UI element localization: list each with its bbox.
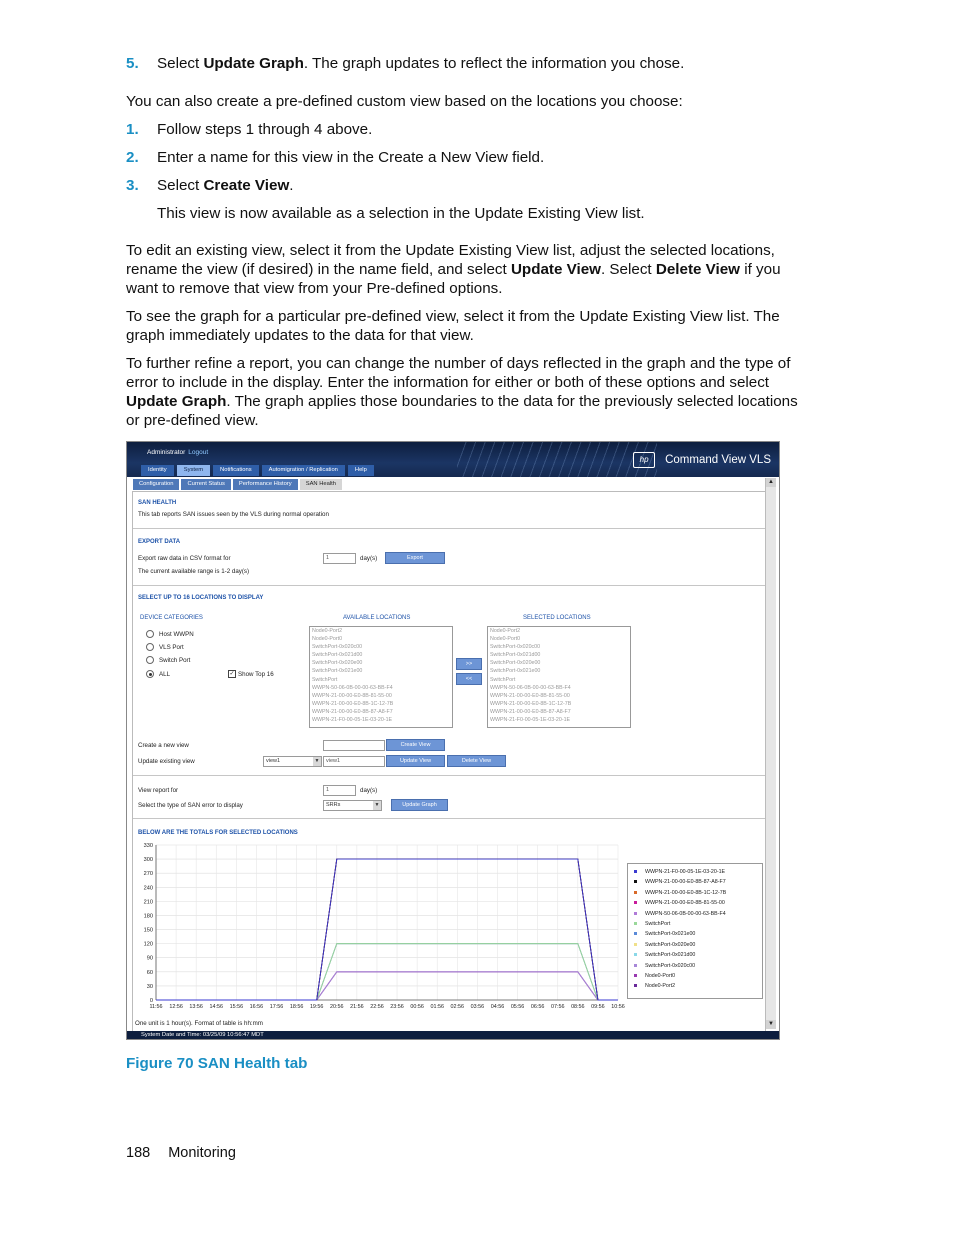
legend-label: WWPN-21-00-00-E0-8B-87-A8-F7 [645,879,726,886]
radio-label: Switch Port [159,657,191,664]
x-tick-label: 02:56 [450,1004,465,1010]
days-label: day(s) [360,787,378,794]
see-paragraph: To see the graph for a particular pre-defined view, select it from the Update Existing View list. The graph immediately updates to the data for that view. [126,308,780,344]
tab-san-health[interactable]: SAN Health [300,479,342,490]
create-view-input[interactable] [323,740,385,751]
hp-logo-icon: hp [633,452,655,468]
legend-swatch [634,932,637,935]
update-view-input[interactable]: view1 [323,756,385,767]
app-header [127,442,779,477]
step-bold: Create View [203,177,290,194]
radio-label: VLS Port [159,644,184,651]
delete-view-button[interactable]: Delete View [447,755,506,767]
legend-label: SwitchPort-0x021d00 [645,952,696,959]
selected-location-item[interactable]: SwitchPort-0x021e00 [490,668,541,675]
legend-label: WWPN-21-F0-00-05-1E-03-20-1E [645,869,726,875]
days-label: day(s) [360,555,378,562]
selected-location-item[interactable]: Node0-Port2 [490,628,521,634]
x-tick-label: 04:56 [490,1004,505,1010]
y-tick-label: 150 [143,927,153,934]
tab-content [132,491,766,1033]
header-decoration [457,442,657,477]
legend-entry [634,869,725,875]
existing-view-select[interactable]: view1 ▼ [263,756,322,767]
available-location-item[interactable]: WWPN-21-00-00-E0-8B-87-A8-F7 [312,708,393,715]
x-tick-label: 13:56 [189,1004,203,1010]
x-tick-label: 10:56 [611,1004,625,1010]
page-number: 188 [126,1145,151,1161]
scroll-up-icon[interactable]: ▲ [766,478,776,487]
edit-paragraph: To edit an existing view, select it from the Update Existing View list, adjust the selected locations, rename the view (if desired) in the name field, and select Update View. Select Delete View if you want to remove that view from your Pre-defined options. [126,242,781,297]
step-text: Select [157,177,204,194]
available-location-item[interactable]: SwitchPort [312,676,338,683]
tab-current-status[interactable]: Current Status [181,479,230,490]
error-type-select[interactable]: SRRs ▼ [323,800,382,811]
selected-location-item[interactable]: WWPN-21-00-00-E0-8B-81-55-00 [490,692,570,699]
nav-help[interactable]: Help [348,465,374,476]
x-tick-label: 17:56 [269,1004,284,1010]
export-button[interactable]: Export [385,552,445,564]
tab-performance-history[interactable]: Performance History [233,479,298,490]
nav-identity[interactable]: Identity [141,465,174,476]
nav-system[interactable]: System [177,465,210,476]
san-health-description: This tab reports SAN issues seen by the VLS during normal operation [138,511,329,518]
figure-caption: Figure 70 SAN Health tab [126,1055,308,1072]
x-tick-label: 20:56 [330,1004,344,1010]
available-location-item[interactable]: SwitchPort-0x021d00 [312,652,363,659]
main-nav [141,465,374,476]
legend-swatch [634,943,637,946]
divider [133,585,765,586]
show-top-checkbox[interactable]: ✓ [229,671,235,677]
legend-entry [634,911,726,917]
legend-swatch [634,870,637,873]
radio-switch-port[interactable] [146,656,154,664]
update-view-button[interactable]: Update View [386,755,445,767]
move-left-button[interactable]: << [456,673,482,685]
san-health-chart [133,840,623,1020]
brand-name: Command View VLS [665,454,771,466]
report-days-input[interactable]: 1 [323,785,356,796]
selected-location-item[interactable]: WWPN-50-06-0B-00-00-63-BB-F4 [490,684,571,691]
unit-note: One unit is 1 hour(s). Format of table is hh:mm [135,1020,263,1027]
x-tick-label: 07:56 [550,1004,565,1010]
nav-automigration[interactable]: Automigration / Replication [262,465,345,476]
y-tick-label: 240 [143,885,153,892]
available-location-item[interactable]: SwitchPort-0x020c00 [312,644,363,651]
y-tick-label: 270 [143,871,153,878]
legend-swatch [634,953,637,956]
selected-location-item[interactable]: SwitchPort-0x020e00 [490,660,541,667]
section-name: Monitoring [168,1145,236,1161]
available-location-item[interactable]: Node0-Port0 [312,636,343,643]
legend-entry [634,931,695,937]
san-health-screenshot [126,441,780,1040]
step-text: Follow steps 1 through 4 above. [157,121,373,138]
step-text: . The graph updates to reflect the information you chose. [303,55,685,72]
legend-swatch [634,891,637,894]
selected-location-item[interactable]: WWPN-21-F0-00-05-1E-03-20-1E [490,717,571,724]
radio-host-wwpn[interactable] [146,630,154,638]
y-tick-label: 60 [146,969,153,976]
legend-entry [634,983,675,989]
y-tick-label: 210 [143,899,153,906]
san-health-title: SAN HEALTH [138,500,177,506]
legend-swatch [634,964,637,967]
chevron-down-icon: ▼ [374,802,380,808]
legend-entry [634,973,675,979]
x-tick-label: 03:56 [470,1004,485,1010]
legend-swatch [634,984,637,987]
selected-location-item[interactable]: SwitchPort-0x021d00 [490,652,541,659]
step-text: Select [157,55,204,72]
create-view-button[interactable]: Create View [386,739,445,751]
available-location-item[interactable]: WWPN-50-06-0B-00-00-63-BB-F4 [312,684,393,691]
legend-label: SwitchPort-0x020e00 [645,941,696,948]
report-label: View report for [138,787,179,794]
y-tick-label: 120 [143,941,153,948]
create-view-label: Create a new view [138,742,189,749]
export-label: Export raw data in CSV format for [138,555,231,562]
brand [633,452,771,468]
export-days-input[interactable]: 1 [323,553,356,564]
sub-tabs [133,479,342,490]
step-number: 1. [126,121,139,138]
y-tick-label: 330 [143,843,153,849]
available-location-item[interactable]: SwitchPort-0x020e00 [312,660,363,667]
vertical-scrollbar[interactable] [765,478,776,1029]
legend-swatch [634,912,637,915]
legend-entry [634,900,725,906]
radio-all[interactable] [146,670,154,678]
legend-label: SwitchPort [645,921,671,927]
x-tick-label: 11:56 [149,1004,163,1010]
totals-title: BELOW ARE THE TOTALS FOR SELECTED LOCATIONS [138,830,298,836]
x-tick-label: 19:56 [309,1004,324,1010]
y-tick-label: 300 [143,857,153,864]
y-tick-label: 30 [146,983,153,990]
available-locations-header: AVAILABLE LOCATIONS [343,615,411,621]
available-location-item[interactable]: WWPN-21-00-00-E0-8B-1C-12-7B [312,700,394,707]
nav-notifications[interactable]: Notifications [213,465,259,476]
legend-label: Node0-Port2 [645,983,676,990]
legend-entry [634,963,695,969]
legend-entry [634,952,695,958]
x-tick-label: 16:56 [249,1004,264,1010]
legend-entry [634,921,670,927]
scroll-down-icon[interactable]: ▼ [766,1020,776,1029]
selected-location-item[interactable]: SwitchPort [490,676,516,683]
available-location-item[interactable]: SwitchPort-0x021e00 [312,668,363,675]
step-bold: Update Graph [203,55,304,72]
available-location-item[interactable]: Node0-Port2 [312,628,343,634]
step-number: 5. [126,55,139,72]
legend-label: WWPN-50-06-0B-00-00-63-BB-F4 [645,910,726,917]
x-tick-label: 23:56 [390,1004,404,1010]
x-tick-label: 22:56 [370,1004,384,1010]
error-type-label: Select the type of SAN error to display [138,802,243,809]
x-tick-label: 12:56 [169,1004,183,1010]
update-graph-button[interactable]: Update Graph [391,799,448,811]
legend-entry [634,942,695,948]
admin-info: Administrator Logout [147,449,209,456]
x-tick-label: 14:56 [209,1004,224,1010]
tab-configuration[interactable]: Configuration [133,479,179,490]
divider [133,818,765,819]
legend-entry [634,879,726,885]
selected-location-item[interactable]: WWPN-21-00-00-E0-8B-87-A8-F7 [490,708,571,715]
x-tick-label: 00:56 [410,1004,424,1010]
legend-swatch [634,974,637,977]
legend-label: SwitchPort-0x020c00 [645,962,696,969]
legend-label: WWPN-21-00-00-E0-8B-81-55-00 [645,900,725,907]
available-location-item[interactable]: WWPN-21-00-00-E0-8B-81-55-00 [312,692,392,699]
selected-locations-header: SELECTED LOCATIONS [523,615,591,621]
show-top-label: Show Top 16 [238,671,274,678]
step-3-note: This view is now available as a selection in the Update Existing View list. [157,205,645,222]
step-text: Enter a name for this view in the Create a New View field. [157,149,545,166]
available-locations-list[interactable] [309,626,453,728]
available-location-item[interactable]: WWPN-21-F0-00-05-1E-03-20-1E [312,717,393,724]
page-footer [126,1145,254,1161]
x-tick-label: 06:56 [530,1004,545,1010]
selected-locations-list[interactable] [487,626,631,728]
x-tick-label: 01:56 [430,1004,444,1010]
refine-paragraph: To further refine a report, you can change the number of days reflected in the graph and the type of error to include in the display. Enter the information for either or both of these options and select Update Graph. The graph applies those boundaries to the data for the previously selected locations or pre-defined view. [126,355,798,429]
update-view-label: Update existing view [138,758,195,765]
step-text: . [289,177,294,194]
radio-vls-port[interactable] [146,643,154,651]
y-tick-label: 90 [146,955,153,962]
intro-paragraph: You can also create a pre-defined custom view based on the locations you choose: [126,93,683,110]
divider [133,775,765,776]
legend-swatch [634,901,637,904]
radio-label: Host WWPN [159,631,194,638]
x-tick-label: 08:56 [571,1004,585,1010]
step-number: 3. [126,177,139,194]
select-locations-title: SELECT UP TO 16 LOCATIONS TO DISPLAY [138,595,264,601]
logout-link[interactable]: Logout [188,449,209,456]
y-tick-label: 180 [143,913,153,920]
x-tick-label: 21:56 [350,1004,364,1010]
x-tick-label: 09:56 [591,1004,605,1010]
status-text: System Date and Time: 03/25/09 10:56:47 MDT [141,1032,264,1038]
chevron-down-icon: ▼ [314,758,320,764]
y-tick-label: 0 [149,998,153,1004]
legend-label: WWPN-21-00-00-E0-8B-1C-12-7B [645,889,727,896]
range-note: The current available range is 1-2 day(s) [138,568,250,575]
divider [133,528,765,529]
radio-label: ALL [159,671,171,678]
move-right-button[interactable]: >> [456,658,482,670]
x-tick-label: 05:56 [510,1004,525,1010]
legend-swatch [634,880,637,883]
x-tick-label: 15:56 [229,1004,244,1010]
export-title: EXPORT DATA [138,539,181,545]
legend-label: SwitchPort-0x021e00 [645,931,696,938]
x-tick-label: 18:56 [289,1004,304,1010]
selected-location-item[interactable]: Node0-Port0 [490,636,521,643]
status-bar [127,1031,779,1039]
selected-location-item[interactable]: SwitchPort-0x020c00 [490,644,541,651]
legend-swatch [634,922,637,925]
selected-location-item[interactable]: WWPN-21-00-00-E0-8B-1C-12-7B [490,700,572,707]
device-categories-header: DEVICE CATEGORIES [140,615,203,621]
legend-label: Node0-Port0 [645,973,676,979]
step-number: 2. [126,149,139,166]
legend-entry [634,890,726,896]
chart-legend [627,863,763,999]
